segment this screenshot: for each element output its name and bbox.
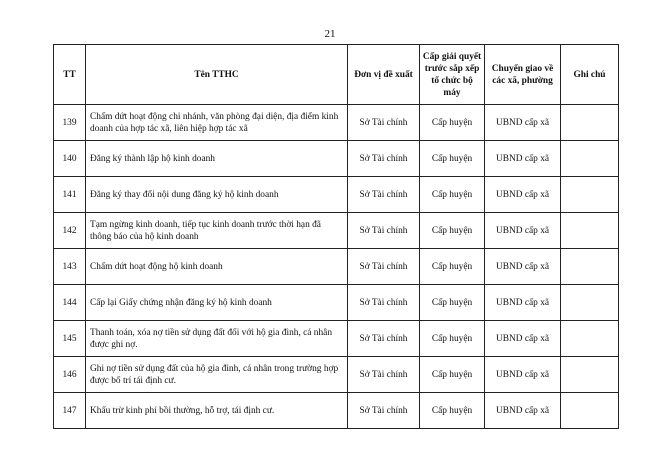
table-row: [54, 321, 619, 357]
header-tt: TT: [54, 45, 86, 105]
table-header-row: [54, 45, 619, 105]
cell-note: [561, 141, 619, 177]
header-level: Cấp giải quyết trước sắp xếp tổ chức bộ máy: [420, 45, 485, 105]
cell-transfer: UBND cấp xã: [485, 177, 561, 213]
cell-unit: Sở Tài chính: [348, 321, 420, 357]
table-row: [54, 105, 619, 141]
cell-tt: 144: [54, 285, 86, 321]
cell-tt: 140: [54, 141, 86, 177]
cell-note: [561, 285, 619, 321]
header-transfer: Chuyển giao về các xã, phường: [485, 45, 561, 105]
cell-name: Tạm ngừng kinh doanh, tiếp tục kinh doanh trước thời hạn đã thông báo của hộ kinh doanh: [86, 213, 348, 249]
page-number: 21: [324, 28, 336, 40]
cell-tt: 141: [54, 177, 86, 213]
cell-unit: Sở Tài chính: [348, 141, 420, 177]
table-row: [54, 393, 619, 429]
cell-level: Cấp huyện: [420, 105, 485, 141]
cell-unit: Sở Tài chính: [348, 357, 420, 393]
table-row: [54, 177, 619, 213]
cell-unit: Sở Tài chính: [348, 249, 420, 285]
cell-note: [561, 321, 619, 357]
cell-unit: Sở Tài chính: [348, 393, 420, 429]
cell-level: Cấp huyện: [420, 213, 485, 249]
cell-transfer: UBND cấp xã: [485, 285, 561, 321]
cell-name: Đăng ký thành lập hộ kinh doanh: [86, 141, 348, 177]
cell-tt: 139: [54, 105, 86, 141]
cell-note: [561, 357, 619, 393]
cell-level: Cấp huyện: [420, 177, 485, 213]
cell-level: Cấp huyện: [420, 141, 485, 177]
cell-name: Chấm dứt hoạt động hộ kinh doanh: [86, 249, 348, 285]
table-row: [54, 141, 619, 177]
table-row: [54, 285, 619, 321]
table-row: [54, 357, 619, 393]
cell-name: Khấu trừ kinh phí bồi thường, hỗ trợ, tái định cư.: [86, 393, 348, 429]
cell-name: Cấp lại Giấy chứng nhận đăng ký hộ kinh doanh: [86, 285, 348, 321]
cell-name: Chấm dứt hoạt động chi nhánh, văn phòng đại diện, địa điểm kinh doanh của hợp tác xã, liên hiệp hợp tác xã: [86, 105, 348, 141]
cell-tt: 146: [54, 357, 86, 393]
cell-transfer: UBND cấp xã: [485, 321, 561, 357]
cell-unit: Sở Tài chính: [348, 285, 420, 321]
cell-name: Đăng ký thay đổi nội dung đăng ký hộ kinh doanh: [86, 177, 348, 213]
table-row: [54, 249, 619, 285]
cell-transfer: UBND cấp xã: [485, 213, 561, 249]
cell-transfer: UBND cấp xã: [485, 141, 561, 177]
cell-level: Cấp huyện: [420, 249, 485, 285]
header-name: Tên TTHC: [86, 45, 348, 105]
cell-level: Cấp huyện: [420, 357, 485, 393]
cell-name: Ghi nợ tiền sử dụng đất của hộ gia đình, cá nhân trong trường hợp được bố trí tái định cư.: [86, 357, 348, 393]
cell-transfer: UBND cấp xã: [485, 393, 561, 429]
cell-note: [561, 393, 619, 429]
header-unit: Đơn vị đề xuất: [348, 45, 420, 105]
cell-level: Cấp huyện: [420, 285, 485, 321]
procedures-table: [53, 44, 619, 429]
cell-tt: 145: [54, 321, 86, 357]
cell-name: Thanh toán, xóa nợ tiền sử dụng đất đối với hộ gia đình, cá nhân được ghi nợ.: [86, 321, 348, 357]
cell-transfer: UBND cấp xã: [485, 357, 561, 393]
cell-note: [561, 213, 619, 249]
cell-transfer: UBND cấp xã: [485, 105, 561, 141]
table-row: [54, 213, 619, 249]
cell-unit: Sở Tài chính: [348, 105, 420, 141]
cell-note: [561, 177, 619, 213]
cell-level: Cấp huyện: [420, 393, 485, 429]
cell-level: Cấp huyện: [420, 321, 485, 357]
cell-unit: Sở Tài chính: [348, 177, 420, 213]
cell-tt: 142: [54, 213, 86, 249]
cell-unit: Sở Tài chính: [348, 213, 420, 249]
cell-tt: 143: [54, 249, 86, 285]
cell-tt: 147: [54, 393, 86, 429]
cell-note: [561, 249, 619, 285]
header-note: Ghi chú: [561, 45, 619, 105]
cell-note: [561, 105, 619, 141]
cell-transfer: UBND cấp xã: [485, 249, 561, 285]
